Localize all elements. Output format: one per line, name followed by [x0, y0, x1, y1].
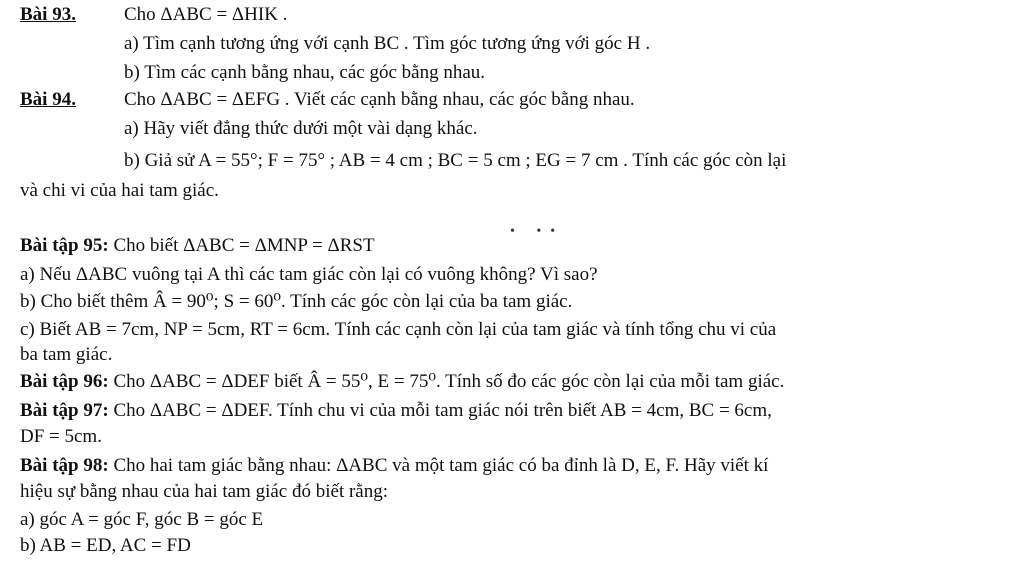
exercise-98-line — [20, 455, 768, 477]
exercise-98-part-a: a) góc A = góc F, góc B = góc E — [20, 509, 264, 530]
exercise-97-statement: Cho ΔABC = ΔDEF. Tính chu vi của mỗi tam giác nói trên biết AB = 4cm, BC = 6cm, — [108, 400, 772, 421]
exercise-95-part-c-continued: ba tam giác. — [20, 344, 113, 365]
exercise-97-line — [20, 400, 772, 422]
exercise-98-statement: Cho hai tam giác bằng nhau: ΔABC và một tam giác có ba đỉnh là D, E, F. Hãy viết kí — [108, 455, 769, 476]
exercise-95-part-a: a) Nếu ΔABC vuông tại A thì các tam giác còn lại có vuông không? Vì sao? — [20, 264, 598, 285]
exercise-97-label: Bài tập 97: — [20, 400, 109, 421]
exercise-98-label: Bài tập 98: — [20, 455, 109, 476]
exercise-93-part-a: a) Tìm cạnh tương ứng với cạnh BC . Tìm góc tương ứng với góc H . — [124, 33, 651, 54]
exercise-94-label: Bài 94. — [20, 89, 76, 110]
exercise-93-statement: Cho ΔABC = ΔHIK . — [124, 4, 288, 25]
exercise-97-continued: DF = 5cm. — [20, 426, 102, 447]
exercise-93-label: Bài 93. — [20, 4, 76, 25]
scan-dots: • •• — [510, 224, 565, 239]
exercise-94-line — [20, 89, 635, 111]
exercise-95-statement: Cho biết ΔABC = ΔMNP = ΔRST — [108, 235, 375, 256]
exercise-98-continued: hiệu sự bằng nhau của hai tam giác đó biết rằng: — [20, 481, 389, 502]
exercise-96-label: Bài tập 96: — [20, 371, 109, 392]
exercise-94-part-a: a) Hãy viết đẳng thức dưới một vài dạng khác. — [124, 118, 478, 139]
exercise-95-line — [20, 235, 375, 257]
exercise-95-label: Bài tập 95: — [20, 235, 109, 256]
exercise-98-part-b: b) AB = ED, AC = FD — [20, 535, 191, 556]
exercise-94-statement: Cho ΔABC = ΔEFG . Viết các cạnh bằng nhau, các góc bằng nhau. — [124, 89, 635, 110]
exercise-96-line — [20, 371, 784, 393]
exercise-93-line — [20, 4, 287, 26]
exercise-95-part-c: c) Biết AB = 7cm, NP = 5cm, RT = 6cm. Tính các cạnh còn lại của tam giác và tính tổng chu vi của — [20, 319, 777, 340]
exercise-93-part-b: b) Tìm các cạnh bằng nhau, các góc bằng nhau. — [124, 62, 486, 83]
exercise-94-part-b: b) Giả sử A = 55°; F = 75° ; AB = 4 cm ; BC = 5 cm ; EG = 7 cm . Tính các góc còn lại — [124, 150, 787, 171]
exercise-96-statement: Cho ΔABC = ΔDEF biết Â = 55⁰, E = 75⁰. Tính số đo các góc còn lại của mỗi tam giác. — [108, 371, 785, 392]
exercise-95-part-b: b) Cho biết thêm Â = 90⁰; S = 60⁰. Tính các góc còn lại của ba tam giác. — [20, 291, 573, 312]
exercise-94-part-b-continued: và chi vi của hai tam giác. — [20, 180, 219, 201]
